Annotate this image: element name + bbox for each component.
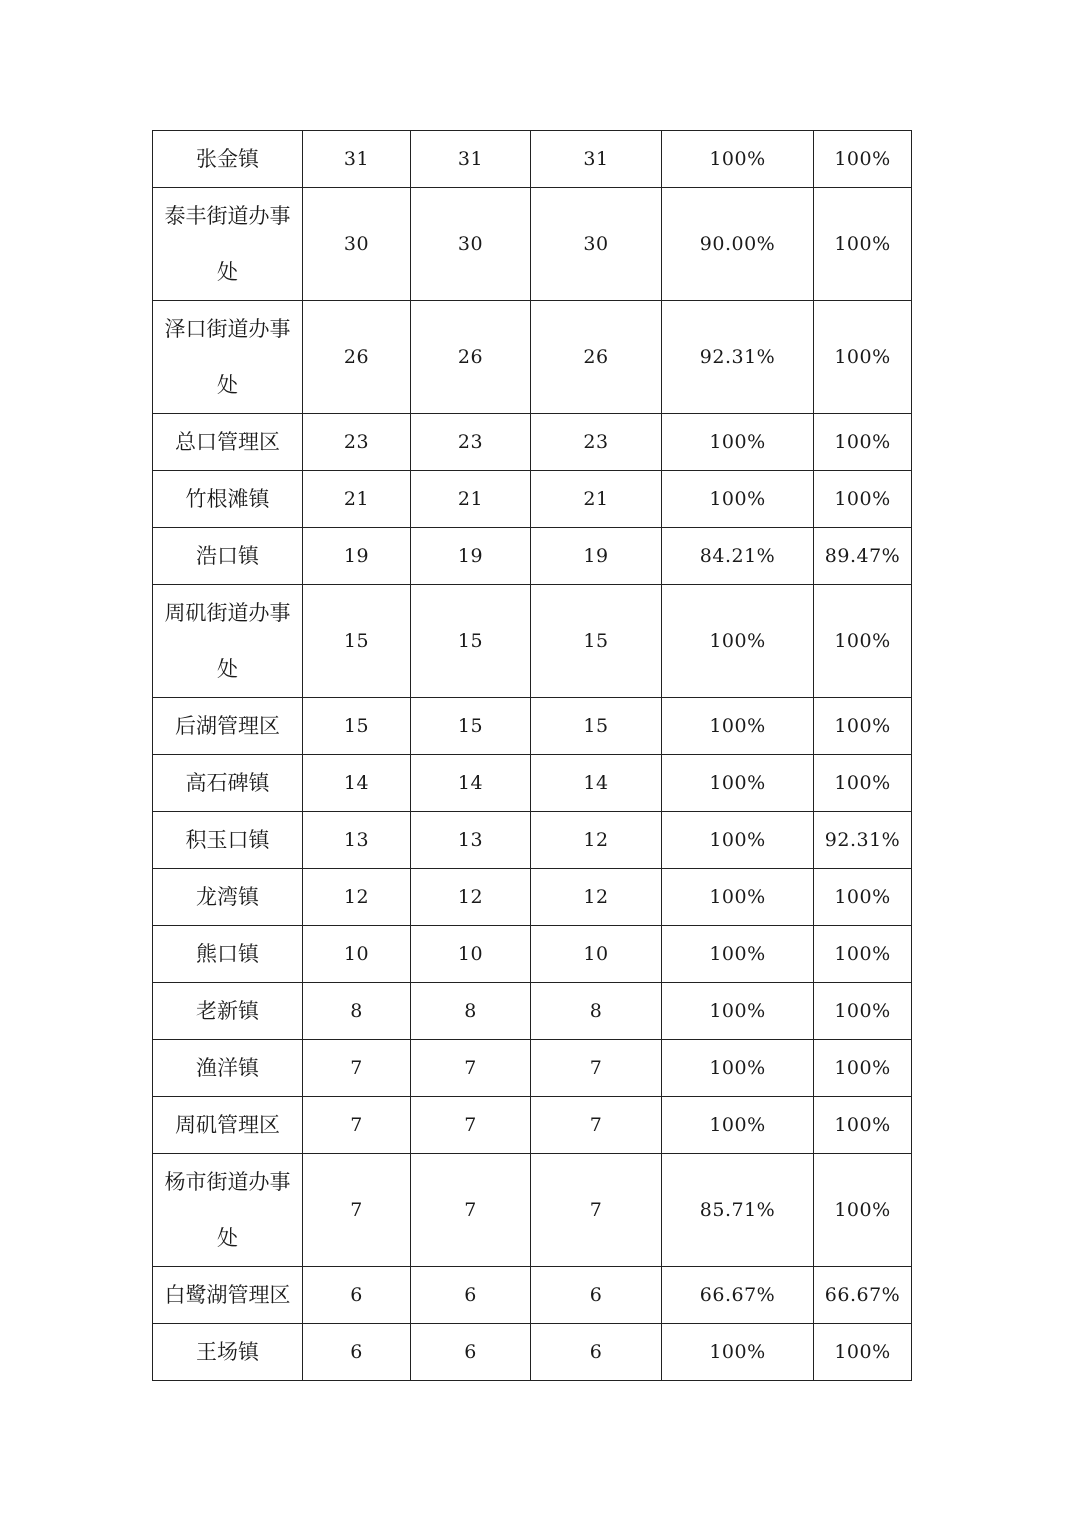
value-cell-c3: 31 [531, 131, 662, 188]
region-name-cell: 白鹭湖管理区 [153, 1267, 303, 1324]
table-row [153, 869, 912, 926]
value-cell-c4: 100% [662, 1097, 814, 1154]
region-name-cell: 老新镇 [153, 983, 303, 1040]
value-cell-c5: 100% [814, 1324, 912, 1381]
region-name-cell: 周矶管理区 [153, 1097, 303, 1154]
value-cell-c3: 8 [531, 983, 662, 1040]
table-row [153, 983, 912, 1040]
table-row [153, 1267, 912, 1324]
region-name-cell: 浩口镇 [153, 528, 303, 585]
region-name-cell: 杨市街道办事处 [153, 1154, 303, 1267]
region-name-cell: 张金镇 [153, 131, 303, 188]
value-cell-c2: 7 [411, 1040, 531, 1097]
value-cell-c1: 23 [303, 414, 411, 471]
table-row [153, 1154, 912, 1267]
table-row [153, 812, 912, 869]
value-cell-c5: 100% [814, 131, 912, 188]
value-cell-c4: 100% [662, 983, 814, 1040]
value-cell-c4: 100% [662, 926, 814, 983]
value-cell-c2: 6 [411, 1267, 531, 1324]
value-cell-c5: 92.31% [814, 812, 912, 869]
table-row [153, 471, 912, 528]
value-cell-c3: 15 [531, 698, 662, 755]
value-cell-c2: 26 [411, 301, 531, 414]
value-cell-c1: 7 [303, 1154, 411, 1267]
table-row [153, 755, 912, 812]
value-cell-c1: 21 [303, 471, 411, 528]
table-row [153, 528, 912, 585]
value-cell-c1: 30 [303, 188, 411, 301]
value-cell-c4: 100% [662, 414, 814, 471]
value-cell-c2: 8 [411, 983, 531, 1040]
value-cell-c5: 100% [814, 188, 912, 301]
value-cell-c1: 26 [303, 301, 411, 414]
table-row [153, 926, 912, 983]
value-cell-c4: 100% [662, 471, 814, 528]
value-cell-c4: 100% [662, 698, 814, 755]
region-name-cell: 高石碑镇 [153, 755, 303, 812]
region-name-cell: 后湖管理区 [153, 698, 303, 755]
value-cell-c5: 100% [814, 1097, 912, 1154]
value-cell-c4: 100% [662, 1040, 814, 1097]
value-cell-c2: 15 [411, 698, 531, 755]
value-cell-c3: 14 [531, 755, 662, 812]
value-cell-c4: 85.71% [662, 1154, 814, 1267]
value-cell-c4: 100% [662, 755, 814, 812]
value-cell-c4: 92.31% [662, 301, 814, 414]
table-row [153, 188, 912, 301]
value-cell-c3: 19 [531, 528, 662, 585]
value-cell-c5: 100% [814, 301, 912, 414]
value-cell-c4: 100% [662, 585, 814, 698]
statistics-table [152, 130, 912, 1381]
value-cell-c2: 10 [411, 926, 531, 983]
table-row [153, 1324, 912, 1381]
region-name-cell: 竹根滩镇 [153, 471, 303, 528]
value-cell-c3: 30 [531, 188, 662, 301]
value-cell-c2: 6 [411, 1324, 531, 1381]
region-name-cell: 渔洋镇 [153, 1040, 303, 1097]
value-cell-c4: 84.21% [662, 528, 814, 585]
value-cell-c2: 14 [411, 755, 531, 812]
value-cell-c3: 7 [531, 1097, 662, 1154]
value-cell-c5: 100% [814, 698, 912, 755]
value-cell-c1: 12 [303, 869, 411, 926]
value-cell-c5: 100% [814, 755, 912, 812]
value-cell-c5: 100% [814, 471, 912, 528]
table-row [153, 301, 912, 414]
region-name-cell: 王场镇 [153, 1324, 303, 1381]
value-cell-c2: 12 [411, 869, 531, 926]
value-cell-c2: 30 [411, 188, 531, 301]
value-cell-c5: 100% [814, 1040, 912, 1097]
value-cell-c3: 21 [531, 471, 662, 528]
value-cell-c2: 23 [411, 414, 531, 471]
value-cell-c3: 6 [531, 1267, 662, 1324]
region-name-cell: 积玉口镇 [153, 812, 303, 869]
value-cell-c1: 10 [303, 926, 411, 983]
value-cell-c4: 66.67% [662, 1267, 814, 1324]
value-cell-c2: 19 [411, 528, 531, 585]
region-name-cell: 泽口街道办事处 [153, 301, 303, 414]
table-row [153, 698, 912, 755]
value-cell-c5: 100% [814, 869, 912, 926]
value-cell-c2: 13 [411, 812, 531, 869]
value-cell-c2: 15 [411, 585, 531, 698]
value-cell-c2: 7 [411, 1154, 531, 1267]
value-cell-c1: 7 [303, 1097, 411, 1154]
value-cell-c1: 7 [303, 1040, 411, 1097]
value-cell-c2: 31 [411, 131, 531, 188]
value-cell-c1: 8 [303, 983, 411, 1040]
value-cell-c4: 100% [662, 869, 814, 926]
value-cell-c4: 100% [662, 131, 814, 188]
region-name-cell: 周矶街道办事处 [153, 585, 303, 698]
value-cell-c5: 66.67% [814, 1267, 912, 1324]
value-cell-c3: 12 [531, 869, 662, 926]
value-cell-c1: 15 [303, 585, 411, 698]
value-cell-c3: 7 [531, 1040, 662, 1097]
value-cell-c1: 14 [303, 755, 411, 812]
value-cell-c1: 6 [303, 1267, 411, 1324]
value-cell-c5: 100% [814, 414, 912, 471]
value-cell-c3: 6 [531, 1324, 662, 1381]
value-cell-c3: 10 [531, 926, 662, 983]
table-row [153, 1040, 912, 1097]
table-row [153, 1097, 912, 1154]
value-cell-c3: 15 [531, 585, 662, 698]
value-cell-c5: 100% [814, 983, 912, 1040]
table-row [153, 414, 912, 471]
value-cell-c4: 100% [662, 1324, 814, 1381]
table-row [153, 585, 912, 698]
table-row [153, 131, 912, 188]
value-cell-c5: 100% [814, 585, 912, 698]
value-cell-c1: 31 [303, 131, 411, 188]
value-cell-c3: 23 [531, 414, 662, 471]
value-cell-c5: 100% [814, 1154, 912, 1267]
region-name-cell: 总口管理区 [153, 414, 303, 471]
value-cell-c1: 6 [303, 1324, 411, 1381]
region-name-cell: 熊口镇 [153, 926, 303, 983]
value-cell-c3: 7 [531, 1154, 662, 1267]
value-cell-c2: 7 [411, 1097, 531, 1154]
region-name-cell: 龙湾镇 [153, 869, 303, 926]
value-cell-c3: 12 [531, 812, 662, 869]
table-body [153, 131, 912, 1381]
value-cell-c4: 90.00% [662, 188, 814, 301]
value-cell-c4: 100% [662, 812, 814, 869]
value-cell-c3: 26 [531, 301, 662, 414]
value-cell-c5: 100% [814, 926, 912, 983]
value-cell-c1: 19 [303, 528, 411, 585]
region-name-cell: 泰丰街道办事处 [153, 188, 303, 301]
value-cell-c2: 21 [411, 471, 531, 528]
value-cell-c1: 15 [303, 698, 411, 755]
value-cell-c1: 13 [303, 812, 411, 869]
value-cell-c5: 89.47% [814, 528, 912, 585]
